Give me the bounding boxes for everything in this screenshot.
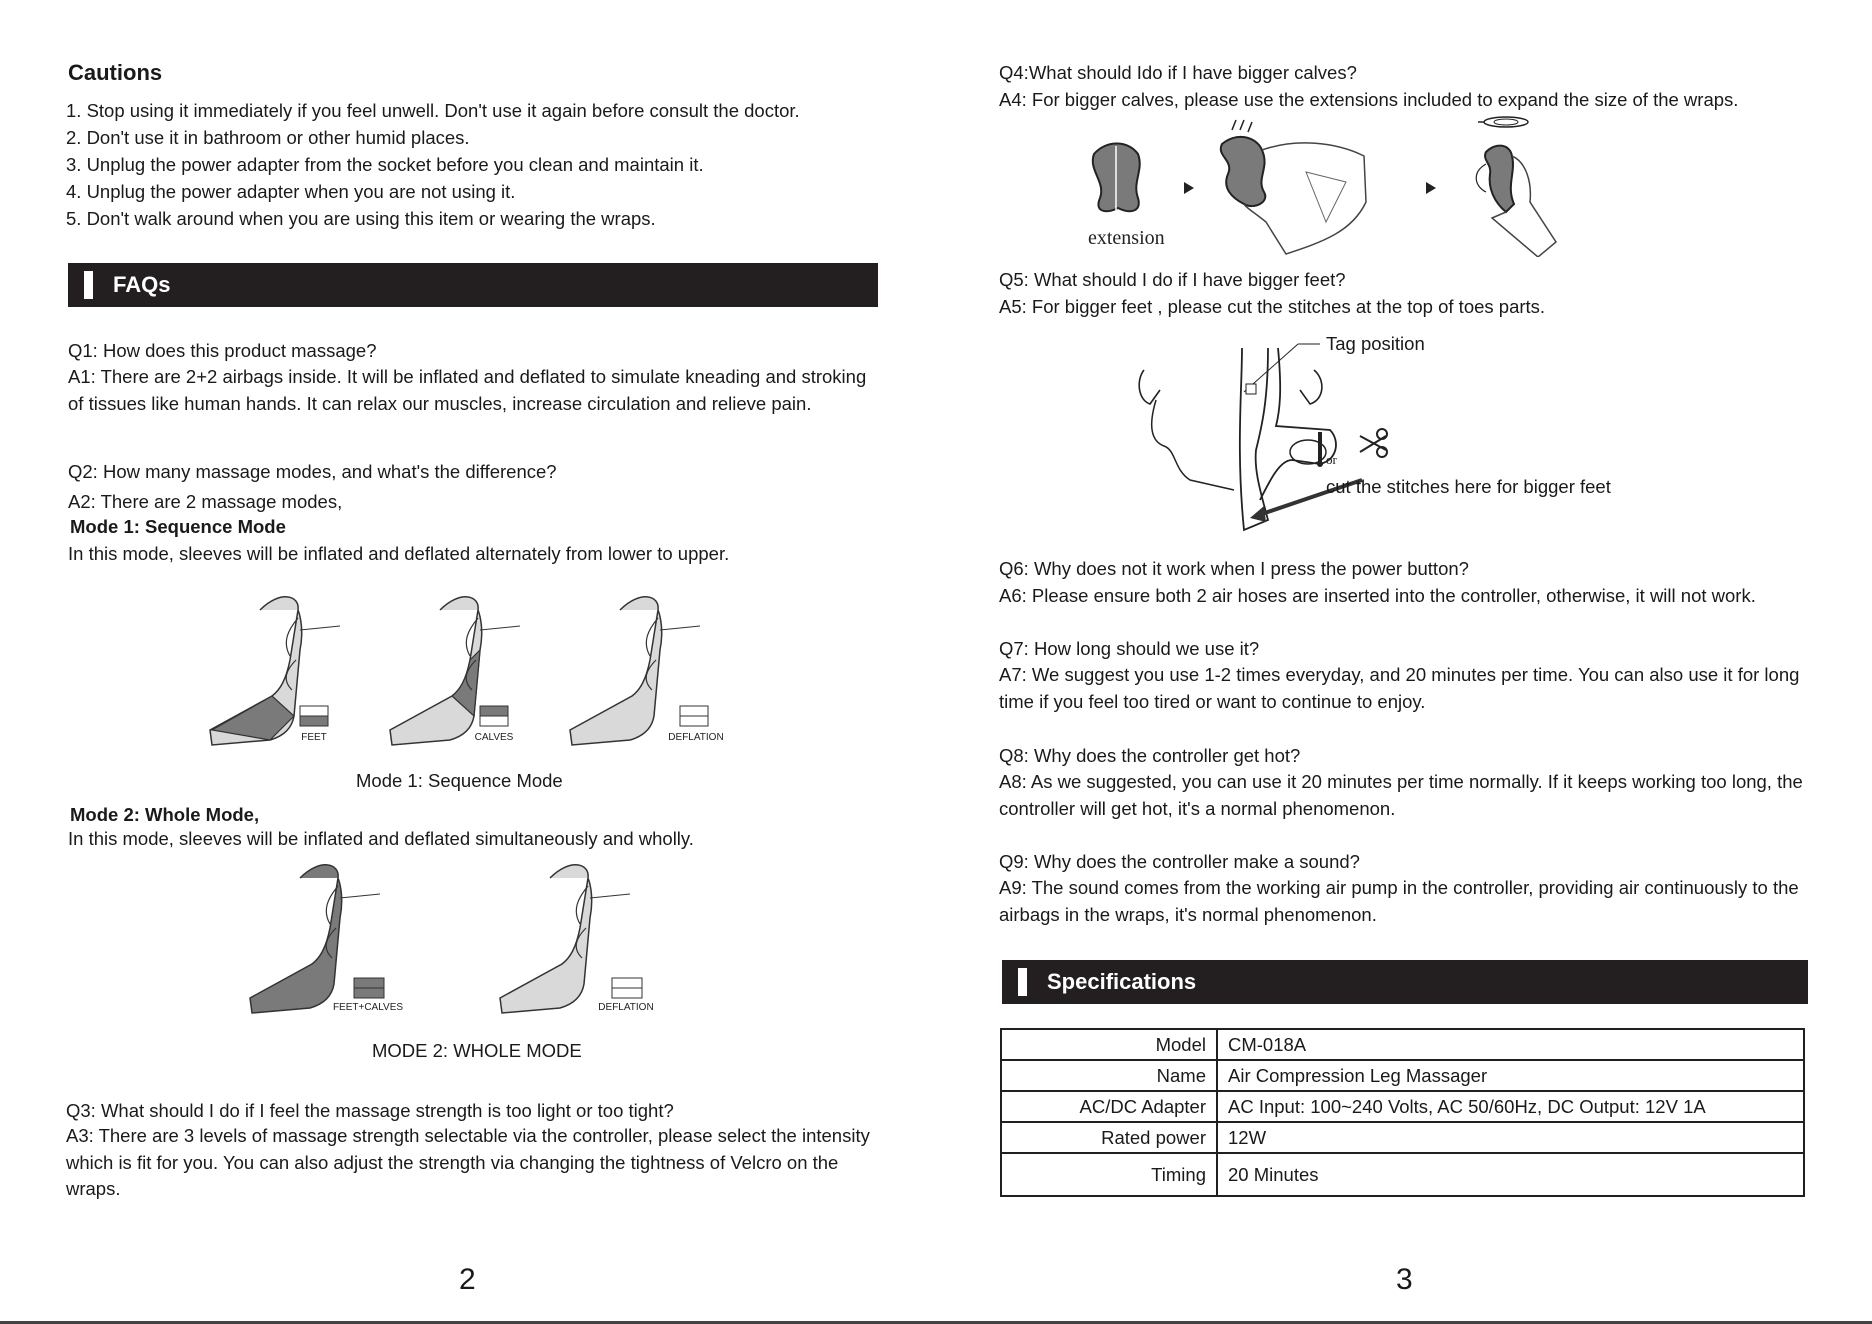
faqs-section-header <box>68 263 878 307</box>
mode1-description: In this mode, sleeves will be inflated and deflated alternately from lower to upper. <box>68 543 730 564</box>
caution-item: 2. Don't use it in bathroom or other humid places. <box>66 127 470 148</box>
mode2-title: Mode 2: Whole Mode, <box>70 804 260 825</box>
question-q1: Q1: How does this product massage? <box>68 340 377 361</box>
section-marker-icon <box>1018 968 1027 996</box>
question-q5: Q5: What should I do if I have bigger feet? <box>999 269 1346 290</box>
spec-key-name: Name <box>1001 1060 1217 1091</box>
page-number-right: 3 <box>1396 1263 1413 1296</box>
extension-illustration <box>1086 112 1566 257</box>
mode1-title: Mode 1: Sequence Mode <box>70 516 286 537</box>
caution-item: 1. Stop using it immediately if you feel unwell. Don't use it again before consult the doctor. <box>66 100 800 121</box>
mode2-label-feet-calves: FEET+CALVES <box>332 1002 404 1013</box>
answer-a3: A3: There are 3 levels of massage strength selectable via the controller, please select the intensity which is fit for you. You can also adjust the strength via changing the tightness of Velcro on the wraps. <box>66 1125 870 1199</box>
question-q3: Q3: What should I do if I feel the massage strength is too light or too tight? <box>66 1100 674 1121</box>
spec-value-rated-power: 12W <box>1217 1122 1804 1153</box>
answer-a5: A5: For bigger feet , please cut the stitches at the top of toes parts. <box>999 296 1546 317</box>
specifications-table <box>1000 1028 1805 1197</box>
answer-a9: A9: The sound comes from the working air pump in the controller, providing air continuously to the airbags in the wraps, it's normal phenomenon. <box>999 877 1799 925</box>
mode2-label-deflation: DEFLATION <box>598 1002 654 1013</box>
answer-a1: A1: There are 2+2 airbags inside. It will be inflated and deflated to simulate kneading and stroking of tissues like human hands. It can relax our muscles, increase circulation and relieve pain. <box>68 366 867 414</box>
answer-a4: A4: For bigger calves, please use the extensions included to expand the size of the wraps. <box>999 89 1739 110</box>
spec-key-timing: Timing <box>1001 1153 1217 1196</box>
caution-item: 3. Unplug the power adapter from the socket before you clean and maintain it. <box>66 154 704 175</box>
caution-item: 5. Don't walk around when you are using this item or wearing the wraps. <box>66 208 656 229</box>
mode2-illustration <box>240 858 680 1018</box>
table-row <box>1001 1060 1804 1091</box>
spec-value-model: CM-018A <box>1217 1029 1804 1060</box>
mode1-caption: Mode 1: Sequence Mode <box>356 770 563 791</box>
or-label: or <box>1326 452 1337 467</box>
specifications-title: Specifications <box>1047 969 1197 994</box>
table-row <box>1001 1153 1804 1196</box>
answer-a8: A8: As we suggested, you can use it 20 minutes per time normally. If it keeps working too long, the controller will get hot, it's a normal phenomenon. <box>999 771 1803 819</box>
section-marker-icon <box>84 271 93 299</box>
question-q6: Q6: Why does not it work when I press the power button? <box>999 558 1469 579</box>
cut-stitches-label: cut the stitches here for bigger feet <box>1326 476 1611 497</box>
spec-key-model: Model <box>1001 1029 1217 1060</box>
mode1-label-calves: CALVES <box>474 732 514 743</box>
mode1-label-feet: FEET <box>301 732 327 743</box>
cut-stitches-illustration <box>1130 330 1590 535</box>
answer-a7: A7: We suggest you use 1-2 times everyday, and 20 minutes per time. You can also use it for long time if you feel too tired or want to continue to enjoy. <box>999 664 1800 712</box>
mode2-caption: MODE 2: WHOLE MODE <box>372 1040 582 1061</box>
caution-item: 4. Unplug the power adapter when you are not using it. <box>66 181 516 202</box>
spec-key-adapter: AC/DC Adapter <box>1001 1091 1217 1122</box>
faqs-title: FAQs <box>113 272 171 297</box>
table-row <box>1001 1091 1804 1122</box>
question-q2: Q2: How many massage modes, and what's the difference? <box>68 461 557 482</box>
question-q7: Q7: How long should we use it? <box>999 638 1260 659</box>
question-q9: Q9: Why does the controller make a sound? <box>999 851 1360 872</box>
question-q8: Q8: Why does the controller get hot? <box>999 745 1301 766</box>
page-number-left: 2 <box>459 1263 476 1296</box>
mode2-description: In this mode, sleeves will be inflated and deflated simultaneously and wholly. <box>68 828 694 849</box>
answer-a6: A6: Please ensure both 2 air hoses are inserted into the controller, otherwise, it will not work. <box>999 585 1756 606</box>
cautions-list <box>66 97 800 232</box>
spec-key-rated-power: Rated power <box>1001 1122 1217 1153</box>
specifications-section-header <box>1002 960 1808 1004</box>
cautions-heading: Cautions <box>68 60 163 85</box>
tag-position-label: Tag position <box>1326 333 1425 354</box>
spec-value-adapter: AC Input: 100~240 Volts, AC 50/60Hz, DC Output: 12V 1A <box>1217 1091 1804 1122</box>
extension-label: extension <box>1088 227 1165 249</box>
question-q4: Q4:What should Ido if I have bigger calves? <box>999 62 1357 83</box>
spec-value-timing: 20 Minutes <box>1217 1153 1804 1196</box>
mode1-label-deflation: DEFLATION <box>668 732 724 743</box>
spec-value-name: Air Compression Leg Massager <box>1217 1060 1804 1091</box>
answer-a2: A2: There are 2 massage modes, <box>68 491 343 512</box>
table-row <box>1001 1029 1804 1060</box>
table-row <box>1001 1122 1804 1153</box>
mode1-illustration <box>200 590 740 750</box>
